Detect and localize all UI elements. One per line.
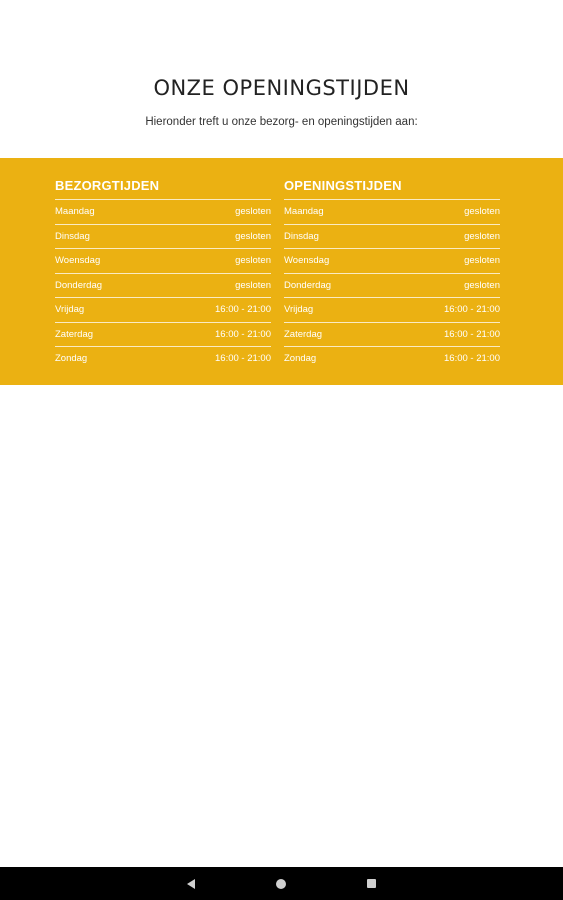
openingstijden-row — [284, 322, 500, 347]
home-circle-icon — [276, 879, 286, 889]
day-label: Maandag — [284, 206, 324, 218]
day-label: Donderdag — [55, 279, 103, 291]
bezorgtijden-row — [55, 346, 271, 371]
bezorgtijden-row — [55, 322, 271, 347]
time-value: gesloten — [235, 279, 271, 291]
time-value: gesloten — [464, 230, 500, 242]
hours-band — [0, 158, 563, 385]
bezorgtijden-row — [55, 199, 271, 224]
openingstijden-row — [284, 248, 500, 273]
openingstijden-row — [284, 297, 500, 322]
bezorgtijden-row — [55, 297, 271, 322]
bezorgtijden-rows — [55, 199, 271, 371]
time-value: gesloten — [235, 255, 271, 267]
back-triangle-icon — [187, 879, 195, 889]
time-value: 16:00 - 21:00 — [444, 304, 500, 316]
time-value: gesloten — [235, 230, 271, 242]
day-label: Vrijdag — [55, 304, 85, 316]
day-label: Donderdag — [284, 279, 332, 291]
day-label: Vrijdag — [284, 304, 314, 316]
recent-apps-button[interactable] — [351, 867, 391, 900]
recent-square-icon — [367, 879, 376, 888]
day-label: Woensdag — [284, 255, 330, 267]
bezorgtijden-row — [55, 248, 271, 273]
time-value: 16:00 - 21:00 — [444, 353, 500, 365]
page-title: ONZE OPENINGSTIJDEN — [153, 76, 410, 100]
openingstijden-row — [284, 346, 500, 371]
home-button[interactable] — [261, 867, 301, 900]
openingstijden-heading: OPENINGSTIJDEN — [284, 178, 402, 193]
time-value: gesloten — [464, 279, 500, 291]
time-value: 16:00 - 21:00 — [215, 353, 271, 365]
bezorgtijden-row — [55, 273, 271, 298]
time-value: gesloten — [464, 206, 500, 218]
time-value: 16:00 - 21:00 — [215, 328, 271, 340]
openingstijden-row — [284, 273, 500, 298]
time-value: 16:00 - 21:00 — [444, 328, 500, 340]
time-value: gesloten — [235, 206, 271, 218]
day-label: Zondag — [55, 353, 88, 365]
day-label: Dinsdag — [55, 230, 90, 242]
time-value: 16:00 - 21:00 — [215, 304, 271, 316]
day-label: Woensdag — [55, 255, 101, 267]
page-subtitle: Hieronder treft u onze bezorg- en openingstijden aan: — [145, 116, 418, 128]
back-button[interactable] — [171, 867, 211, 900]
bezorgtijden-heading: BEZORGTIJDEN — [55, 178, 160, 193]
bezorgtijden-row — [55, 224, 271, 249]
day-label: Zaterdag — [284, 328, 323, 340]
day-label: Zondag — [284, 353, 317, 365]
time-value: gesloten — [464, 255, 500, 267]
day-label: Maandag — [55, 206, 95, 218]
android-navigation-bar — [0, 867, 563, 900]
day-label: Zaterdag — [55, 328, 94, 340]
openingstijden-row — [284, 199, 500, 224]
openingstijden-row — [284, 224, 500, 249]
openingstijden-rows — [284, 199, 500, 371]
day-label: Dinsdag — [284, 230, 319, 242]
